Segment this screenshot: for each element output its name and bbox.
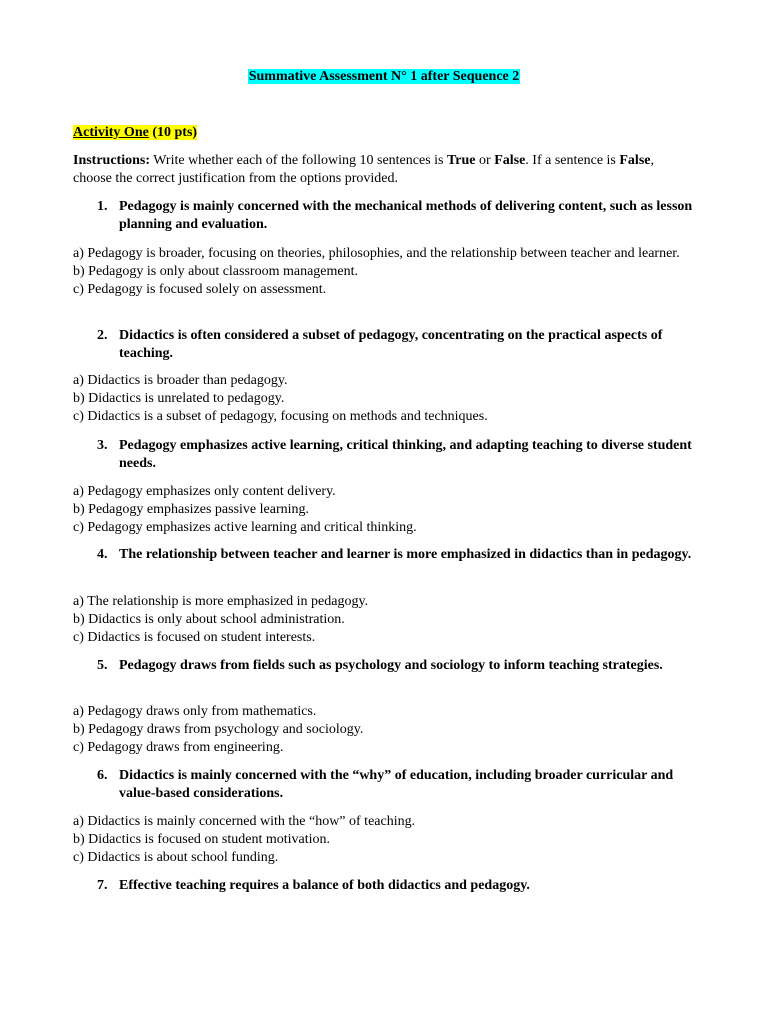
question-2-options <box>73 372 703 426</box>
option-b: b) Didactics is focused on student motivation. <box>73 832 331 847</box>
option-a: a) Didactics is broader than pedagogy. <box>73 373 288 388</box>
instructions <box>73 152 693 188</box>
activity-points: (10 pts) <box>152 125 198 140</box>
question-5 <box>97 657 697 675</box>
activity-heading <box>73 124 197 142</box>
question-3 <box>97 437 697 473</box>
question-text: Pedagogy draws from fields such as psychology and sociology to inform teaching strategies. <box>119 658 663 673</box>
question-number: 6. <box>97 768 108 783</box>
title-block <box>0 68 768 86</box>
question-number: 3. <box>97 438 108 453</box>
activity-name: Activity One <box>73 125 149 140</box>
question-3-options <box>73 483 703 537</box>
page-title: Summative Assessment N° 1 after Sequence 2 <box>248 69 520 84</box>
option-c: c) Didactics is focused on student interests. <box>73 630 316 645</box>
question-7 <box>97 877 697 895</box>
option-a: a) The relationship is more emphasized in pedagogy. <box>73 594 369 609</box>
option-c: c) Pedagogy is focused solely on assessment. <box>73 282 327 297</box>
question-6 <box>97 767 697 803</box>
option-a: a) Pedagogy draws only from mathematics. <box>73 704 317 719</box>
option-b: b) Didactics is only about school administration. <box>73 612 345 627</box>
question-text: Didactics is often considered a subset of pedagogy, concentrating on the practical aspects of teaching. <box>119 328 663 361</box>
question-1 <box>97 198 697 234</box>
question-4 <box>97 546 697 564</box>
question-text: Didactics is mainly concerned with the “why” of education, including broader curricular and value-based considerations. <box>119 768 674 801</box>
question-1-options <box>73 245 703 299</box>
instructions-label: Instructions: <box>73 153 151 168</box>
instructions-false: False <box>494 153 526 168</box>
question-number: 1. <box>97 199 108 214</box>
question-number: 7. <box>97 878 108 893</box>
instructions-text-1: Write whether each of the following 10 sentences is <box>150 153 447 168</box>
question-text: Pedagogy emphasizes active learning, critical thinking, and adapting teaching to diverse student needs. <box>119 438 692 471</box>
question-number: 4. <box>97 547 108 562</box>
question-2 <box>97 327 697 363</box>
option-c: c) Didactics is about school funding. <box>73 850 279 865</box>
instructions-or: or <box>475 153 495 168</box>
question-number: 2. <box>97 328 108 343</box>
option-b: b) Pedagogy is only about classroom management. <box>73 264 358 279</box>
option-b: b) Pedagogy emphasizes passive learning. <box>73 502 309 517</box>
instructions-text-2: . If a sentence is <box>525 153 620 168</box>
option-c: c) Pedagogy emphasizes active learning and critical thinking. <box>73 520 417 535</box>
question-5-options <box>73 703 703 757</box>
instructions-text-3: , choose the correct justification from the options provided. <box>73 153 654 186</box>
question-6-options <box>73 813 703 867</box>
option-a: a) Didactics is mainly concerned with the “how” of teaching. <box>73 814 416 829</box>
question-text: Pedagogy is mainly concerned with the mechanical methods of delivering content, such as lesson planning and evaluation. <box>119 199 693 232</box>
option-c: c) Pedagogy draws from engineering. <box>73 740 284 755</box>
question-number: 5. <box>97 658 108 673</box>
option-a: a) Pedagogy is broader, focusing on theories, philosophies, and the relationship between teacher and learner. <box>73 246 680 261</box>
option-c: c) Didactics is a subset of pedagogy, focusing on methods and techniques. <box>73 409 488 424</box>
instructions-true: True <box>447 153 476 168</box>
question-text: Effective teaching requires a balance of both didactics and pedagogy. <box>119 878 530 893</box>
question-4-options <box>73 593 703 647</box>
question-text: The relationship between teacher and learner is more emphasized in didactics than in pedagogy. <box>119 547 692 562</box>
instructions-false-2: False <box>619 153 651 168</box>
option-b: b) Didactics is unrelated to pedagogy. <box>73 391 285 406</box>
option-b: b) Pedagogy draws from psychology and sociology. <box>73 722 364 737</box>
option-a: a) Pedagogy emphasizes only content delivery. <box>73 484 336 499</box>
